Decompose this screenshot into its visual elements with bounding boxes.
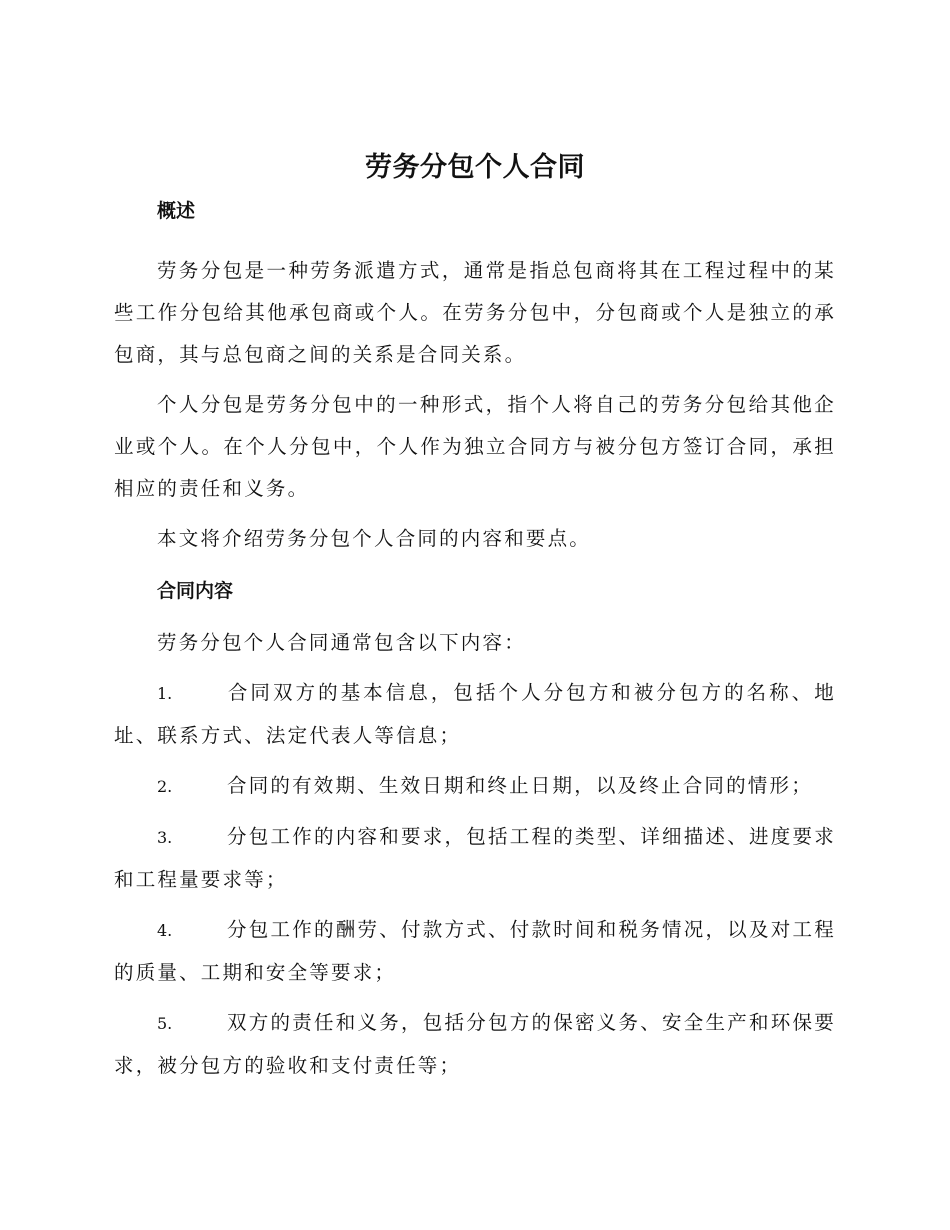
list-number: 2.: [157, 777, 173, 796]
list-item: [114, 1002, 836, 1087]
list-number: 3.: [157, 828, 173, 847]
document-title: 劳务分包个人合同: [365, 152, 585, 183]
list-item: [114, 672, 836, 757]
list-item-text: 分包工作的酬劳、付款方式、付款时间和税务情况，以及对工程的质量、工期和安全等要求；: [114, 918, 836, 984]
paragraph: 劳务分包个人合同通常包含以下内容：: [157, 631, 526, 654]
list-item-text: 合同的有效期、生效日期和终止日期，以及终止合同的情形；: [227, 774, 813, 797]
list-item: [114, 816, 836, 901]
list-item: [114, 765, 836, 808]
paragraph: 个人分包是劳务分包中的一种形式，指个人将自己的劳务分包给其他企业或个人。在个人分包中，个人作为独立合同方与被分包方签订合同，承担相应的责任和义务。: [114, 393, 836, 500]
list-number: 4.: [157, 921, 173, 940]
list-number: 5.: [157, 1014, 173, 1033]
paragraph: 劳务分包是一种劳务派遣方式，通常是指总包商将其在工程过程中的某些工作分包给其他承包商或个人。在劳务分包中，分包商或个人是独立的承包商，其与总包商之间的关系是合同关系。: [114, 259, 836, 366]
section-heading-overview: 概述: [157, 200, 196, 222]
list-item: [114, 909, 836, 994]
paragraph: 本文将介绍劳务分包个人合同的内容和要点。: [157, 527, 592, 550]
list-number: 1.: [157, 684, 173, 703]
document-body: [114, 196, 836, 1087]
list-item-text: 合同双方的基本信息，包括个人分包方和被分包方的名称、地址、联系方式、法定代表人等信息；: [114, 681, 836, 747]
list-item-text: 双方的责任和义务，包括分包方的保密义务、安全生产和环保要求，被分包方的验收和支付责任等；: [114, 1011, 836, 1077]
list-item-text: 分包工作的内容和要求，包括工程的类型、详细描述、进度要求和工程量要求等；: [114, 825, 836, 891]
section-heading-contract-content: 合同内容: [157, 580, 234, 602]
